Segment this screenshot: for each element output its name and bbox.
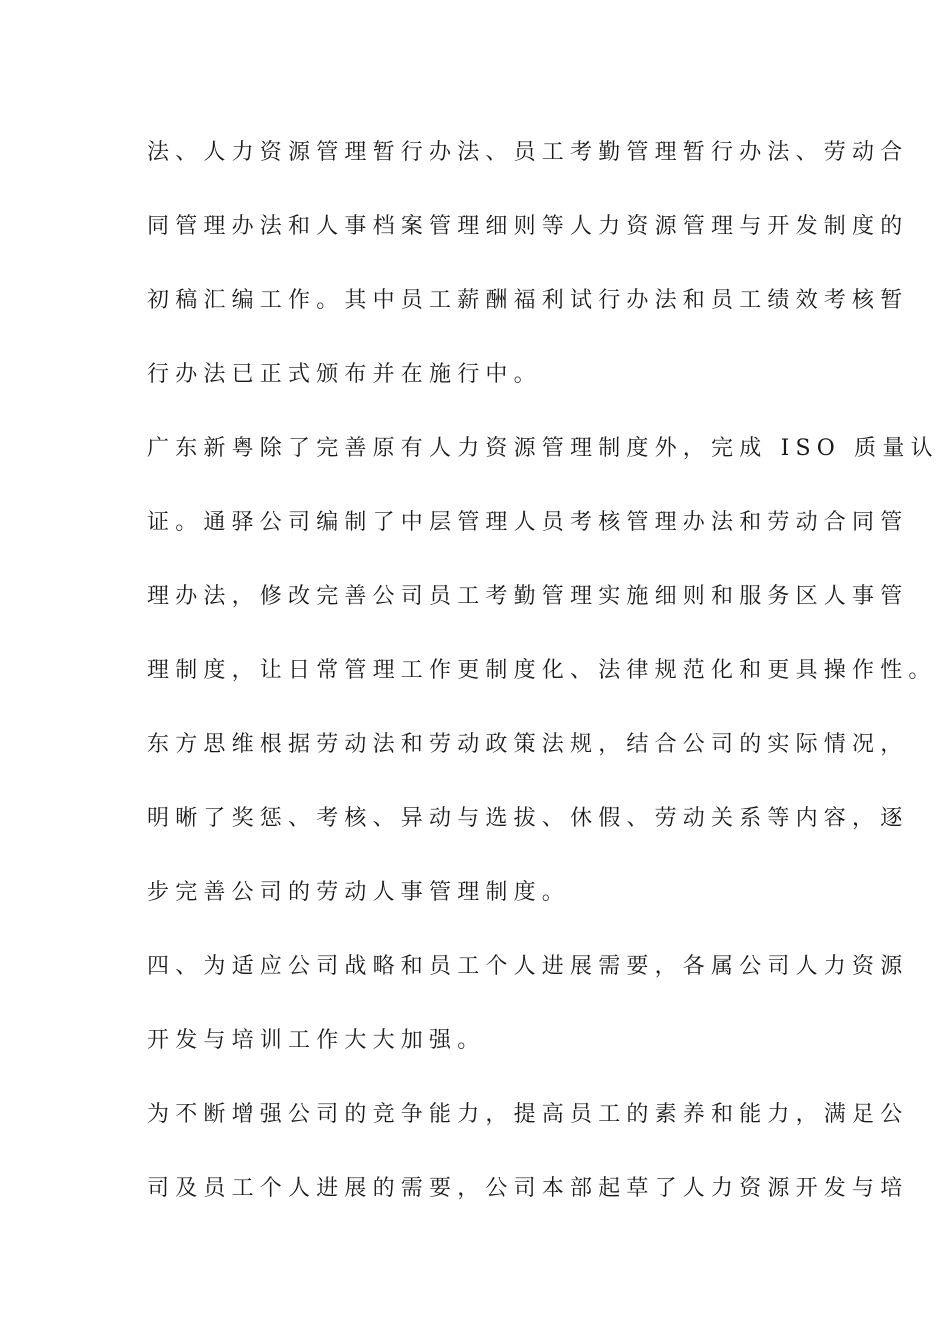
text-line: 明晰了奖惩、考核、异动与选拔、休假、劳动关系等内容，逐 xyxy=(147,806,909,831)
text-line: 同管理办法和人事档案管理细则等人力资源管理与开发制度的 xyxy=(147,214,909,239)
text-line: 步完善公司的劳动人事管理制度。 xyxy=(147,880,571,905)
text-line: 司及员工个人进展的需要，公司本部起草了人力资源开发与培 xyxy=(147,1176,909,1201)
text-line: 证。通驿公司编制了中层管理人员考核管理办法和劳动合同管 xyxy=(147,510,909,535)
text-line: 初稿汇编工作。其中员工薪酬福利试行办法和员工绩效考核暂 xyxy=(147,288,909,313)
text-line: 法、人力资源管理暂行办法、员工考勤管理暂行办法、劳动合 xyxy=(147,140,909,165)
text-line: 理制度，让日常管理工作更制度化、法律规范化和更具操作性。 xyxy=(147,658,937,683)
text-line: 为不断增强公司的竞争能力，提高员工的素养和能力，满足公 xyxy=(147,1102,909,1127)
text-line: 东方思维根据劳动法和劳动政策法规，结合公司的实际情况， xyxy=(147,732,909,757)
text-line: 开发与培训工作大大加强。 xyxy=(147,1028,486,1053)
text-line: 行办法已正式颁布并在施行中。 xyxy=(147,362,542,387)
text-line: 理办法，修改完善公司员工考勤管理实施细则和服务区人事管 xyxy=(147,584,909,609)
text-line: 广东新粤除了完善原有人力资源管理制度外，完成 ISO 质量认 xyxy=(147,436,939,461)
text-line: 四、为适应公司战略和员工个人进展需要，各属公司人力资源 xyxy=(147,954,909,979)
